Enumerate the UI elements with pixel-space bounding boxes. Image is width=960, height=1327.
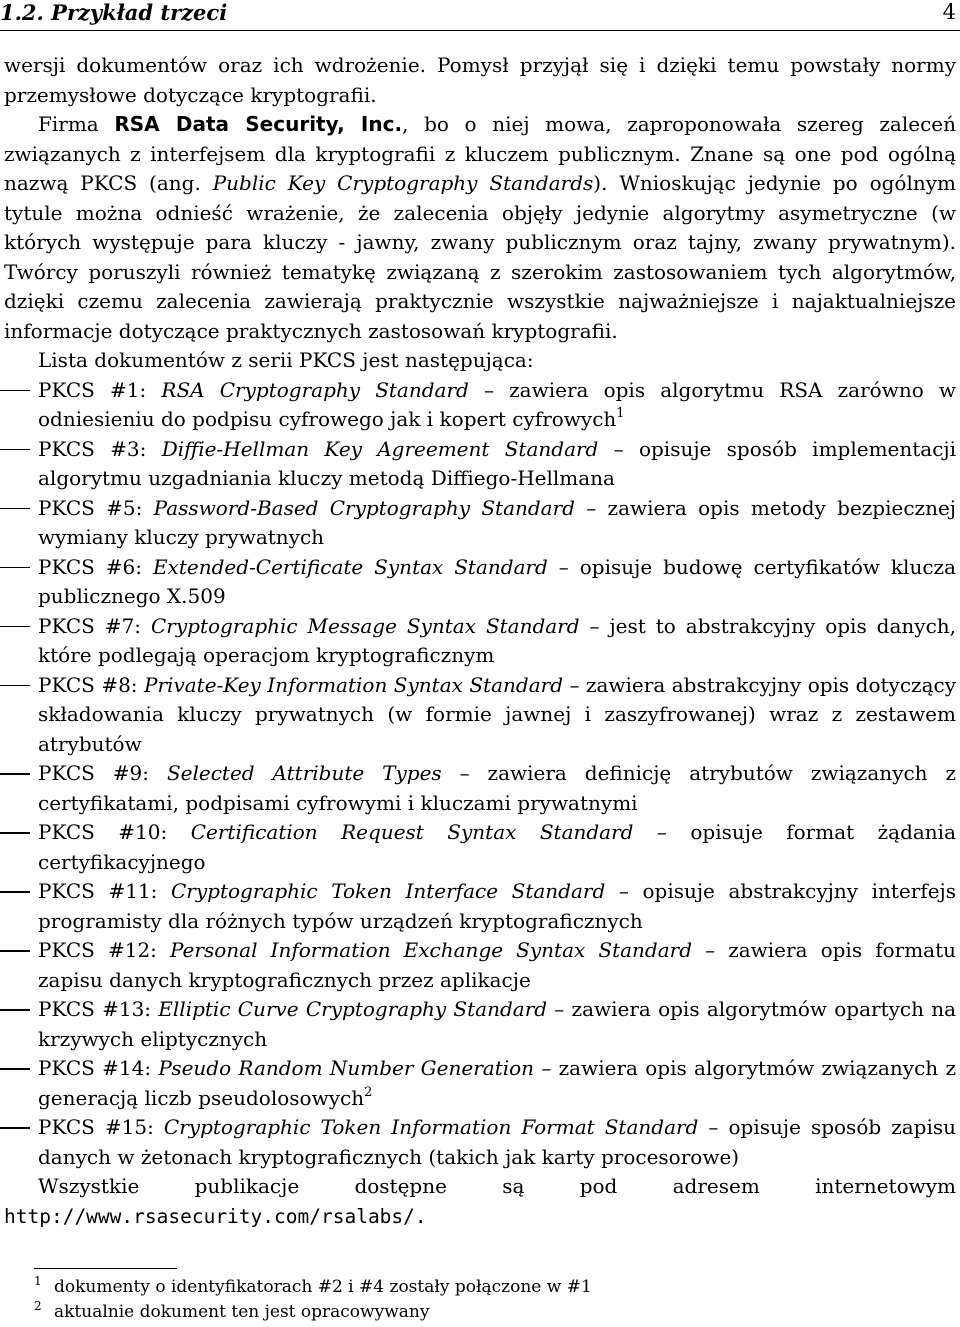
- paragraph-pkcs-intro: [4, 110, 956, 346]
- paragraph-continuation: wersji dokumentów oraz ich wdrożenie. Pomysł przyjął się i dzięki temu powstały normy przemysłowe dotyczące kryptografii.: [4, 53, 956, 107]
- pkcs-title: Extended-Certificate Syntax Standard: [152, 554, 548, 579]
- pkcs-list-item: PKCS #7: Cryptographic Message Syntax Standard – jest to abstrakcyjny opis danych, które podlegają operacjom kryptograficznym: [4, 612, 956, 671]
- list-dash: [0, 891, 30, 893]
- pkcs-description: zawiera opis algorytmu RSA zarówno w odniesieniu do podpisu cyfrowego jak i kopert cyfrowych: [38, 377, 957, 431]
- pkcs-title: Cryptographic Token Information Format Standard: [163, 1115, 699, 1139]
- pkcs-title: RSA Cryptography Standard: [161, 377, 469, 402]
- pkcs-number: PKCS #5:: [38, 495, 143, 520]
- section-title: 1.2. Przykład trzeci: [0, 0, 228, 25]
- footnotes: [34, 1275, 934, 1325]
- pkcs-title: Cryptographic Token Interface Standard: [171, 879, 606, 903]
- pkcs-description: opisuje sposób implementacji algorytmu uzgadniania kluczy metodą Diffiego-Hellmana: [38, 436, 957, 490]
- pkcs-description: opisuje budowę certyfikatów klucza publicznego X.509: [38, 554, 956, 608]
- pkcs-title: Private-Key Information Syntax Standard: [144, 672, 564, 697]
- pkcs-title: Certification Request Syntax Standard: [190, 820, 634, 844]
- pkcs-description: zawiera opis formatu zapisu danych kryptograficznych przez aplikacje: [38, 938, 956, 992]
- text-run: , bo o niej mowa, zaproponowała szereg zaleceń związanych z interfejsem dla kryptografii z kluczem publicznym. Znane są one pod ogólną nazwą PKCS (ang.: [4, 112, 956, 195]
- page-number: 4: [942, 0, 956, 24]
- pkcs-number: PKCS #15:: [38, 1115, 154, 1139]
- pkcs-number: PKCS #3:: [38, 436, 147, 461]
- list-dash: [0, 773, 30, 775]
- pkcs-description: jest to abstrakcyjny opis danych, które podlegają operacjom kryptograficznym: [38, 613, 957, 667]
- pkcs-description: zawiera opis algorytmów związanych z generacją liczb pseudolosowych: [38, 1056, 957, 1110]
- pkcs-title: Cryptographic Message Syntax Standard: [150, 613, 580, 638]
- body-text: [4, 51, 956, 1231]
- list-dash: [0, 449, 30, 451]
- pkcs-title: Personal Information Exchange Syntax Standard: [170, 938, 693, 962]
- footnote-ref: 2: [364, 1084, 373, 1100]
- footnote-text: aktualnie dokument ten jest opracowywany: [54, 1302, 430, 1322]
- url-text: http://www.rsasecurity.com/rsalabs/.: [4, 1204, 427, 1228]
- list-dash: [0, 626, 30, 628]
- text-run: ). Wnioskując jedynie po ogólnym tytule można odnieść wrażenie, że zalecenia objęły jedynie algorytmy asymetryczne (w których występuje para kluczy - jawny, zwany publicznym oraz tajny, zwany prywatnym). Twórcy poruszyli również tematykę związaną z szerokim zastosowaniem tych algorytmów, dzięki czemu zalecenia zawierają praktycznie wszystkie najważniejsze i najaktualniejsze informacje dotyczące praktycznych zastosowań kryptografii.: [4, 171, 957, 343]
- pkcs-list-item: PKCS #8: Private-Key Information Syntax Standard – zawiera abstrakcyjny opis dotyczący składowania kluczy prywatnych (w formie jawnej i zaszyfrowanej) wraz z zestawem atrybutów: [4, 671, 956, 760]
- pkcs-list-item: PKCS #1: RSA Cryptography Standard – zawiera opis algorytmu RSA zarówno w odniesieniu do podpisu cyfrowego jak i kopert cyfrowych$^1$: [4, 376, 956, 435]
- header-rule: [0, 30, 960, 31]
- list-dash: [0, 950, 30, 952]
- pkcs-description: opisuje abstrakcyjny interfejs programisty dla różnych typów urządzeń kryptograficznych: [38, 879, 957, 933]
- footnote: [34, 1275, 934, 1300]
- text-run: Firma: [38, 112, 115, 136]
- list-dash: [0, 1009, 30, 1011]
- pkcs-list: [4, 376, 956, 1173]
- pkcs-list-item: PKCS #5: Password-Based Cryptography Standard – zawiera opis metody bezpiecznej wymiany kluczy prywatnych: [4, 494, 956, 553]
- pkcs-number: PKCS #13:: [38, 997, 152, 1021]
- pkcs-list-item: PKCS #10: Certification Request Syntax Standard – opisuje format żądania certyfikacyjnego: [4, 818, 956, 877]
- pkcs-description: zawiera abstrakcyjny opis dotyczący składowania kluczy prywatnych (w formie jawnej i zaszyfrowanej) wraz z zestawem atrybutów: [38, 672, 956, 756]
- pkcs-list-item: PKCS #11: Cryptographic Token Interface Standard – opisuje abstrakcyjny interfejs programisty dla różnych typów urządzeń kryptograficznych: [4, 877, 956, 936]
- pkcs-number: PKCS #8:: [38, 672, 138, 697]
- list-dash: [0, 832, 30, 834]
- pkcs-number: PKCS #7:: [38, 613, 142, 638]
- closing-line: Wszystkie publikacje dostępne są pod adresem internetowym: [38, 1174, 956, 1198]
- footnote: [34, 1300, 934, 1325]
- pkcs-number: PKCS #11:: [38, 879, 158, 903]
- list-dash: [0, 1127, 30, 1129]
- company-name: RSA Data Security, Inc.: [114, 112, 403, 136]
- pkcs-list-item: PKCS #15: Cryptographic Token Information Format Standard – opisuje sposób zapisu danych w żetonach kryptograficznych (takich jak karty procesorowe): [4, 1113, 956, 1172]
- pkcs-description: zawiera definicję atrybutów związanych z certyfikatami, podpisami cyfrowymi i kluczami prywatnymi: [38, 761, 956, 815]
- pkcs-number: PKCS #14:: [38, 1056, 152, 1080]
- list-dash: [0, 1068, 30, 1070]
- list-dash: [0, 390, 30, 392]
- pkcs-number: PKCS #12:: [38, 938, 157, 962]
- list-intro: Lista dokumentów z serii PKCS jest następująca:: [38, 348, 534, 372]
- pkcs-list-item: PKCS #6: Extended-Certificate Syntax Standard – opisuje budowę certyfikatów klucza publicznego X.509: [4, 553, 956, 612]
- pkcs-number: PKCS #1:: [38, 377, 147, 402]
- running-header: [0, 0, 960, 24]
- footnote-mark: 2: [34, 1299, 42, 1313]
- pkcs-list-item: PKCS #13: Elliptic Curve Cryptography Standard – zawiera opis algorytmów opartych na krzywych eliptycznych: [4, 995, 956, 1054]
- pkcs-list-item: PKCS #12: Personal Information Exchange Syntax Standard – zawiera opis formatu zapisu danych kryptograficznych przez aplikacje: [4, 936, 956, 995]
- pkcs-expansion: Public Key Cryptography Standards: [212, 171, 594, 195]
- pkcs-description: zawiera opis algorytmów opartych na krzywych eliptycznych: [38, 997, 957, 1051]
- list-dash: [0, 508, 30, 510]
- footnote-mark: 1: [34, 1274, 42, 1288]
- footnote-text: dokumenty o identyfikatorach #2 i #4 zostały połączone w #1: [54, 1277, 592, 1297]
- pkcs-list-item: PKCS #9: Selected Attribute Types – zawiera definicję atrybutów związanych z certyfikatami, podpisami cyfrowymi i kluczami prywatnymi: [4, 759, 956, 818]
- pkcs-title: Diffie-Hellman Key Agreement Standard: [161, 436, 599, 461]
- pkcs-list-item: PKCS #3: Diffie-Hellman Key Agreement Standard – opisuje sposób implementacji algorytmu uzgadniania kluczy metodą Diffiego-Hellmana: [4, 435, 956, 494]
- pkcs-description: opisuje format żądania certyfikacyjnego: [38, 820, 957, 874]
- pkcs-number: PKCS #6:: [38, 554, 143, 579]
- pkcs-description: opisuje sposób zapisu danych w żetonach kryptograficznych (takich jak karty procesorowe): [38, 1115, 957, 1169]
- pkcs-list-item: PKCS #14: Pseudo Random Number Generation – zawiera opis algorytmów związanych z generacją liczb pseudolosowych$^2$: [4, 1054, 956, 1113]
- list-dash: [0, 685, 30, 687]
- footnote-ref: 1: [616, 406, 625, 421]
- pkcs-title: Selected Attribute Types: [166, 761, 442, 785]
- footnote-rule: [34, 1268, 177, 1269]
- pkcs-description: zawiera opis metody bezpiecznej wymiany kluczy prywatnych: [38, 495, 957, 549]
- pkcs-title: Password-Based Cryptography Standard: [153, 495, 575, 520]
- pkcs-title: Elliptic Curve Cryptography Standard: [158, 997, 548, 1021]
- pkcs-number: PKCS #9:: [38, 761, 150, 785]
- list-dash: [0, 567, 30, 569]
- pkcs-title: Pseudo Random Number Generation: [158, 1056, 535, 1080]
- pkcs-number: PKCS #10:: [38, 820, 168, 844]
